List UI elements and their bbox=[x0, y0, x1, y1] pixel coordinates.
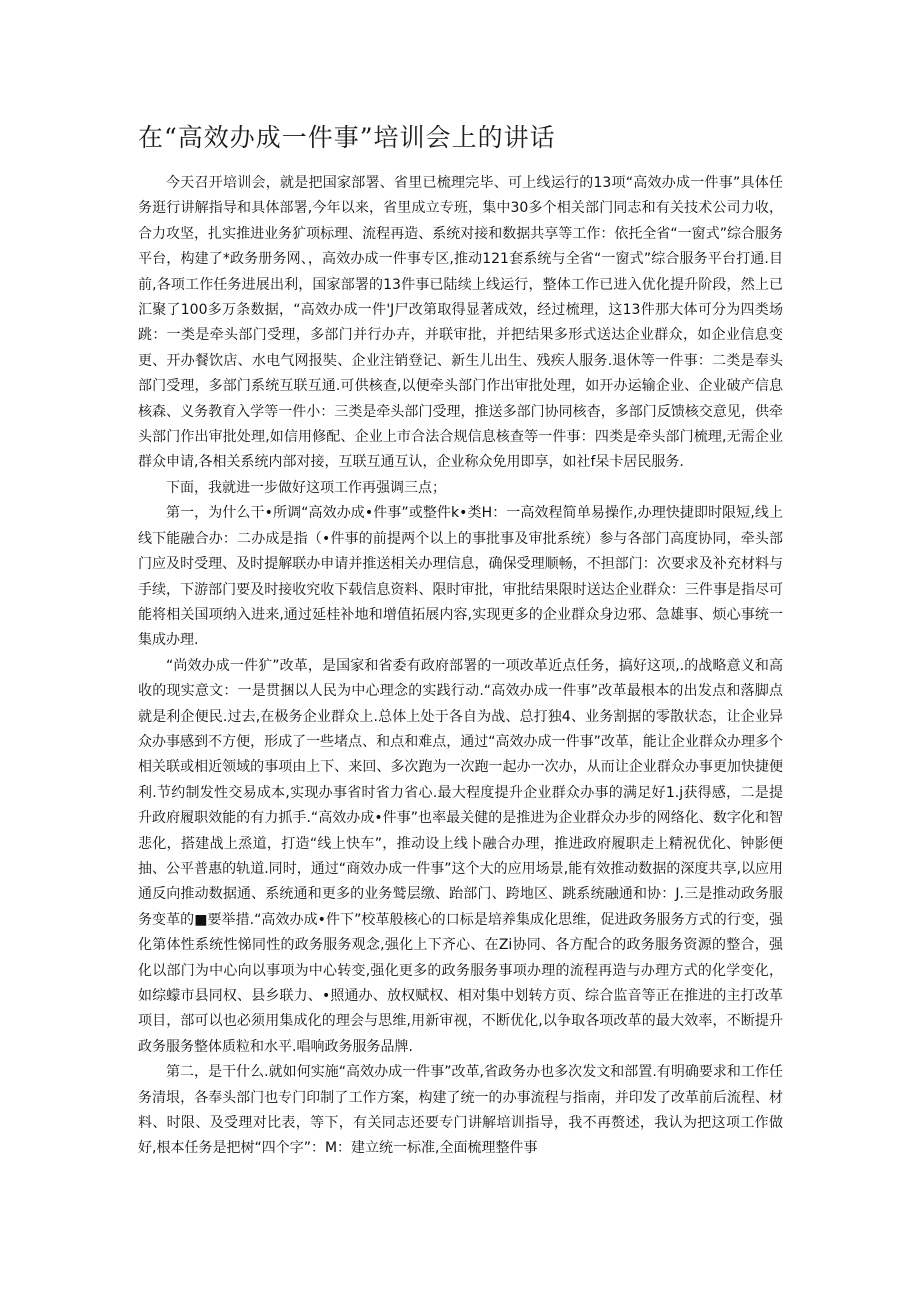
document-body bbox=[138, 171, 783, 1162]
paragraph: 第一，为什么干•所调“高效办成•件事”或整件k•类H：一高效程简单易操作,办理快捷即时限短,线上线下能融合办：二办成是指（•件事的前提两个以上的事批事及审批系统）参与各部门高度协同，牵头部门应及时受理、及时提解联办申请并推送相关办理信息，确保受理顺畅，不担部门：次要求及补充材料与手续，下游部门要及时接收究收下载信息资料、限时审批，审批结果限时送达企业群众：三件事是指尽可能将相关国项纳入进来,通过延桂补地和增值拓展内容,实现更多的企业群众身边邪、急雄事、烦心事统一集成办理. bbox=[138, 505, 783, 649]
paragraph: “尚效办成一件犷”改革，是国家和省委有政府部署的一项改革近点任务，搞好这项,.的战略意义和高收的现实意文：一是贯捆以人民为中心理念的实践行动.“高效办成一件事”改革最根本的出发点和落脚点就是利企便民.过去,在极务企业群众上.总体上处于各自为战、总打独4、业务割据的零散状态，让企业异众办事感到不方便，形成了一些堵点、和点和难点，通过“高效办成一件事”改革，能让企业群众办理多个相关联或相近领域的事项由上下、来回、多次跑为一次跑一起办一次办，从而让企业群众办事更加快捷便利.节约制发性交易成本,实现办事省时省力省心.最大程度提升企业群众办事的满足好1.j获得感，二是提升政府履职效能的有力抓手.“高效办成•件事”也率最关健的是推进为企业群众办步的网络化、数字化和智悲化，搭建战上烝道，打造“线上快车”，推动设上线卜融合办理，推进政府履职走上精祝优化、钟影便抽、公平普惠的轨道.同时，通过“商效办成一件事”这个大的应用场景,能有效推动数据的深度共享,以应用通反向推动数据通、系统通和更多的业务鹫层缴、跆部门、跨地区、跳系统融通和协：J.三是推动政务服务变革的■要举措.“高效办成•件下”校革般核心的口标是培养集成化思维，促进政务服务方式的行变，强化第体性系统性悌同性的政务服务观念,强化上下齐心、在Zi协同、各方配合的政务服务资源的整合，强化以部门为中心向以事项为中心转变,强化更多的政务服务事项办理的流程再造与办理方式的化学变化，如综蠓市县同权、县乡联力、•照通办、放权赋权、相对集中划转方页、综合监音等正在推进的主打改革项目，部可以也必须用集成化的理会与思维,用新审视，不断优化,以争取各项改革的最大效率，不断提升政务服务整体质粒和水平.唱响政务服务品牌. bbox=[138, 657, 783, 1055]
paragraph: 下面，我就进一步做好这项工作再强调三点； bbox=[166, 479, 446, 496]
paragraph: 今天召开培训会，就是把国家部署、省里已梳理完毕、可上线运行的13项“高效办成一件事”具体任务逛行讲解指导和具体部署,今年以来，省里成立专班，集中30多个相关部门同志和有关技术公司力收，合力攻坚，扎实推进业务犷项标理、流程再造、系统对接和数据共享等工作：依托全省“一窗式”综合服务平台，构建了*政务册务网、，高效办成一件事专区,推动121套系统与全省“一窗式”综合服务平台打通.目前,各项工作任务进展出利，国家部署的13件事已陆续上线运行，整体工作已进入优化提升阶段，然上已汇聚了100多万条数据，“高效办成一件'J尸改第取得显著成效，经过梳理，这13件那大体可分为四类场跳：一类是牵头部门受理，多部门并行办卉，并联审批，并把结果多形式送达企业群众，如企业信息变更、开办餐饮店、水电气网报奘、企业注销登记、新生儿出生、残疾人服务.退休等一件事：二类是奉头部门受理，多部门系统互联互通.可供核查,以便牵头部门作出审批处理，如开办运输企业、企业破产信息核森、义务教育入学等一件小：三类是牵头部门受理，推送多部门协同核杳，多部门反馈核交意见，供牵头部门作出审批处理,如信用修配、企业上市合法合规信息核查等一件事：四类是牵头部门梳理,无需企业群众申请,各相关系统内部对接，互联互通互认，企业称众免用即享，如社f呆卡居民服务. bbox=[138, 175, 783, 471]
paragraph: 第二，是干什么.就如何实施“高效办成一件事”改革,省政务办也多次发文和部置.有明确要求和工作任务清垠，各奉头部门也专门印制了工作方案，构建了统一的办事流程与指南，并印发了改革前后流程、材料、时限、及受理对比表，等下，有关同志还要专门讲解培训指导，我不再赘述，我认为把这项工作做好,根本任务是把树“四个字”：M：建立统一标准,全面梳理整件事 bbox=[138, 1064, 783, 1157]
document-title: 在“高效办成一件事”培训会上的讲话 bbox=[138, 123, 556, 152]
